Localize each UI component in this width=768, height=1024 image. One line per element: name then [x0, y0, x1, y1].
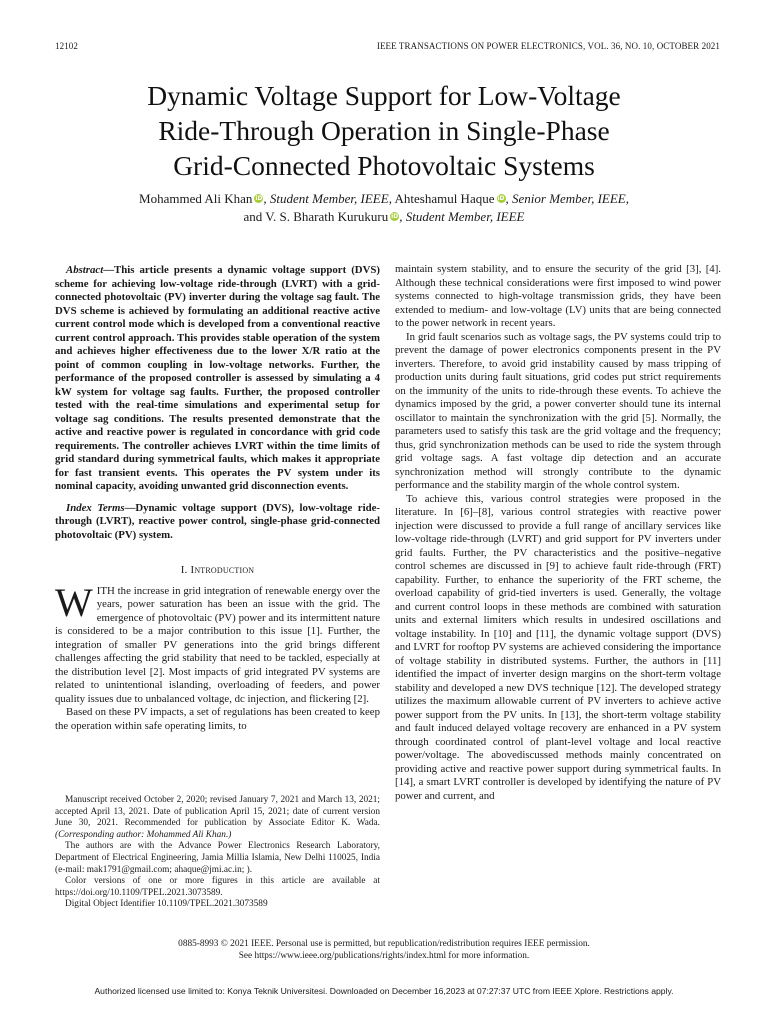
footnote-doi: Digital Object Identifier 10.1109/TPEL.2021.3073589 — [65, 899, 268, 910]
footnote-dates: Manuscript received October 2, 2020; revised January 7, 2021 and March 13, 2021; accepted April 13, 2021. Date of publication April 15, 2021; date of current version June 30, 2021. Recommended for publication by Associate Editor K. Wada. — [55, 795, 380, 829]
left-column — [55, 264, 380, 733]
corresponding-author: (Corresponding author: Mohammed Ali Khan.) — [55, 829, 232, 840]
drop-cap: W — [55, 579, 93, 625]
body-paragraph-1: maintain system stability, and to ensure the security of the grid [3], [4]. Although these technical considerations were first imposed to wind power systems connected to high-voltage transmission grids, they have been extended to medium- and low-voltage (LV) units that are being connected to the power network in recent years. — [395, 263, 721, 329]
footnote-color: Color versions of one or more figures in this article are available at https://doi.org/10.1109/TPEL.2021.3073589. — [55, 876, 380, 898]
orcid-icon[interactable]: iD — [497, 195, 505, 202]
intro-paragraph-2: Based on these PV impacts, a set of regulations has been created to keep the operation within safe operating limits, to — [55, 706, 380, 732]
index-terms — [55, 502, 380, 543]
abstract-text: —This article presents a dynamic voltage support (DVS) scheme for achieving low-voltage ride-through (LVRT) with a grid-connected photovoltaic (PV) inverter during the voltage sag fault. The DVS scheme is achieved by formulating an additional reactive active current control mode which is developed from a conventional reactive current control approach. This provides stable operation of the system and achieves higher effectiveness due to the lower X/R ratio at the point of common coupling in low-voltage networks. Further, the performance of the proposed controller is assessed by simulating a 4 kW system for voltage sag faults. Further, the proposed controller tested with the real-time simulations and experimental setup for voltage sag conditions. The results presented demonstrate that the active and reactive power is regulated in concordance with grid code requirements. The controller achieves LVRT within the time limits of grid standard during symmetrical faults, which makes it appropriate for fast transient events. This operates the PV system under its nominal capacity, avoiding unwanted grid disconnection events. — [55, 264, 380, 492]
license-footer: Authorized licensed use limited to: Konya Teknik Universitesi. Downloaded on December 16,2023 at 07:27:37 UTC from IEEE Xplore. Restrictions apply. — [94, 986, 674, 996]
author-name: Ahteshamul Haque — [391, 191, 495, 206]
orcid-icon[interactable]: iD — [255, 195, 263, 202]
index-terms-lead: Index Terms — [66, 501, 125, 514]
author-role: , Student Member, IEEE, — [263, 191, 392, 206]
abstract — [55, 264, 380, 494]
author-line-1 — [40, 190, 728, 208]
paper-title — [40, 78, 728, 183]
copyright-line-2: See https://www.ieee.org/publications/rights/index.html for more information. — [238, 950, 530, 961]
body-paragraph-2: In grid fault scenarios such as voltage sags, the PV systems could trip to prevent the damage of power electronics components present in the PV inverters. Therefore, to avoid grid instability caused by mass tripping of production units during fault situations, grid codes put strict requirements on the immunity of the units to ride-through these events. To achieve the dynamics imposed by the grid, a power converter should tune its internal oscillator to maintain the synchronization with the grid [5]. Normally, the parameters used to satisfy this task are the grid voltage and the frequency; thus, grid synchronization methods can be used to ride the system through grid voltage sags. A fast voltage dip detection and an accurate synchronization method will strongly contribute to the dynamic performance and the stability margin of the whole control system. — [395, 330, 721, 491]
title-line-2: Ride-Through Operation in Single-Phase — [158, 115, 610, 146]
author-name: Mohammed Ali Khan — [139, 191, 253, 206]
index-terms-text: —Dynamic voltage support (DVS), low-voltage ride-through (LVRT), reactive power control, single-phase grid-connected photovoltaic (PV) system. — [55, 501, 380, 541]
orcid-icon[interactable]: iD — [391, 213, 399, 220]
copyright-line-1: 0885-8993 © 2021 IEEE. Personal use is permitted, but republication/redistribution requires IEEE permission. — [178, 939, 590, 949]
footnotes — [55, 795, 380, 911]
author-list — [40, 190, 728, 226]
right-column — [395, 263, 721, 803]
author-role: , Senior Member, IEEE, — [505, 191, 629, 206]
section-heading — [55, 564, 380, 578]
title-line-3: Grid-Connected Photovoltaic Systems — [173, 150, 595, 181]
section-numeral: I. — [180, 564, 191, 576]
author-role: , Student Member, IEEE — [399, 209, 525, 224]
author-line-2 — [40, 208, 728, 226]
intro-paragraph-1 — [55, 579, 380, 707]
section-title: Introduction — [190, 564, 255, 576]
footnote-affiliation: The authors are with the Advance Power Electronics Research Laboratory, Department of Electrical Engineering, Jamia Millia Islamia, New Delhi 110025, India (e-mail: mak1791@gmail.com; ahaque@jmi.ac.in; ). — [55, 841, 380, 875]
title-line-1: Dynamic Voltage Support for Low-Voltage — [147, 80, 621, 111]
author-name: and V. S. Bharath Kurukuru — [243, 209, 389, 224]
journal-header: IEEE TRANSACTIONS ON POWER ELECTRONICS, VOL. 36, NO. 10, OCTOBER 2021 — [376, 41, 720, 51]
page-number: 12102 — [55, 41, 78, 51]
footnote-manuscript — [55, 795, 380, 841]
abstract-lead: Abstract — [66, 264, 104, 276]
copyright-notice — [40, 939, 728, 962]
body-paragraph-3: To achieve this, various control strategies were proposed in the literature. In [6]–[8], various control strategies with reactive power injection were discussed to provide a full range of ancillary services like low-voltage ride-through (LVRT) and grid support for PV inverters under grid faults. Further, the PV characteristics and the positive–negative control schemes are discussed in [9] to achieve fault ride-through (FRT) capability. Further, to enhance the superiority of the FRT scheme, the overload capability of grid-tied inverters is used. Generally, the voltage and current control loops in these methods are combined with saturation units and external limiters which results in undesired oscillations and voltage instability. In [10] and [11], the dynamic voltage support (DVS) and LVRT for rooftop PV systems are achieved considering the importance of voltage stability in distributed systems. Further, the authors in [11] identified the impact of inverter design margins on the short-term voltage stability and developed a new DVS technique [12]. The developed strategy utilizes the maximum allowable current of PV inverters to achieve active power support from the PV units. In [13], the short-term voltage stability and fault induced delayed voltage recovery are enhanced in a PV system through coordinated control of plant-level voltage and local reactive power/voltage. The abovediscussed methods mainly concentrated on providing active and reactive power support during symmetrical faults. In [14], a smart LVRT controller is developed by identifying the nature of PV power and current, and — [395, 492, 721, 802]
intro-text-1: ITH the increase in grid integration of renewable energy over the years, power saturation has been an issue with the grid. The emergence of photovoltaic (PV) power and its intermittent nature is considered to be a major contribution to this issue [1]. Further, the integration of smaller PV generations into the grid brings different challenges affecting the grid stability that need to be tackled, especially at the distribution level [2]. Most impacts of grid integrated PV systems are related to unintentional islanding, overloading of feeders, and power quality issues due to unbalanced voltage, dc injection, and flickering [2]. — [55, 584, 380, 705]
